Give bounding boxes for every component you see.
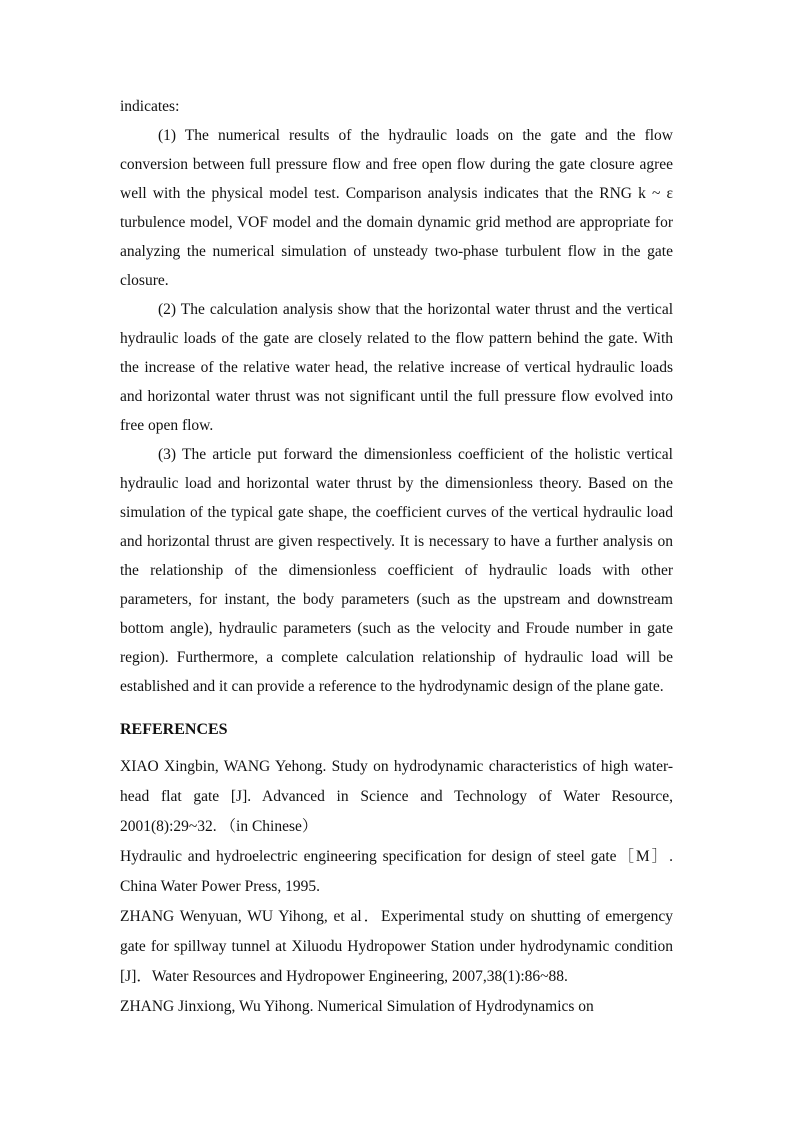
references-heading: REFERENCES (120, 721, 228, 738)
page-body (120, 92, 673, 1022)
reference-item: ZHANG Jinxiong, Wu Yihong. Numerical Simulation of Hydrodynamics on (120, 998, 594, 1015)
reference-item: Hydraulic and hydroelectric engineering specification for design of steel gate［M］. China Water Power Press, 1995. (120, 848, 673, 895)
conclusion-paragraph-1: (1) The numerical results of the hydraulic loads on the gate and the flow conversion between full pressure flow and free open flow during the gate closure agree well with the physical model test. Comparison analysis indicates that the RNG k ~ ε turbulence model, VOF model and the domain dynamic grid method are appropriate for analyzing the numerical simulation of unsteady two-phase turbulent flow in the gate closure. (120, 127, 673, 289)
reference-item: XIAO Xingbin, WANG Yehong. Study on hydrodynamic characteristics of high water-head flat gate [J]. Advanced in Science and Technology of Water Resource, 2001(8):29~32. （in Chinese） (120, 758, 673, 835)
reference-item: ZHANG Wenyuan, WU Yihong, et al．Experimental study on shutting of emergency gate for spillway tunnel at Xiluodu Hydropower Station under hydrodynamic condition [J]．Water Resources and Hydropower Engineering, 2007,38(1):86~88. (120, 908, 673, 985)
conclusion-paragraph-2: (2) The calculation analysis show that the horizontal water thrust and the vertical hydraulic loads of the gate are closely related to the flow pattern behind the gate. With the increase of the relative water head, the relative increase of vertical hydraulic loads and horizontal water thrust was not significant until the full pressure flow evolved into free open flow. (120, 301, 673, 434)
conclusion-paragraph-3: (3) The article put forward the dimensionless coefficient of the holistic vertical hydraulic load and horizontal water thrust by the dimensionless theory. Based on the simulation of the typical gate shape, the coefficient curves of the vertical hydraulic load and horizontal thrust are given respectively. It is necessary to have a further analysis on the relationship of the dimensionless coefficient of hydraulic loads with other parameters, for instant, the body parameters (such as the upstream and downstream bottom angle), hydraulic parameters (such as the velocity and Froude number in gate region). Furthermore, a complete calculation relationship of hydraulic load will be established and it can provide a reference to the hydrodynamic design of the plane gate. (120, 446, 673, 695)
reference-list (120, 752, 673, 1022)
intro-line: indicates: (120, 98, 180, 115)
